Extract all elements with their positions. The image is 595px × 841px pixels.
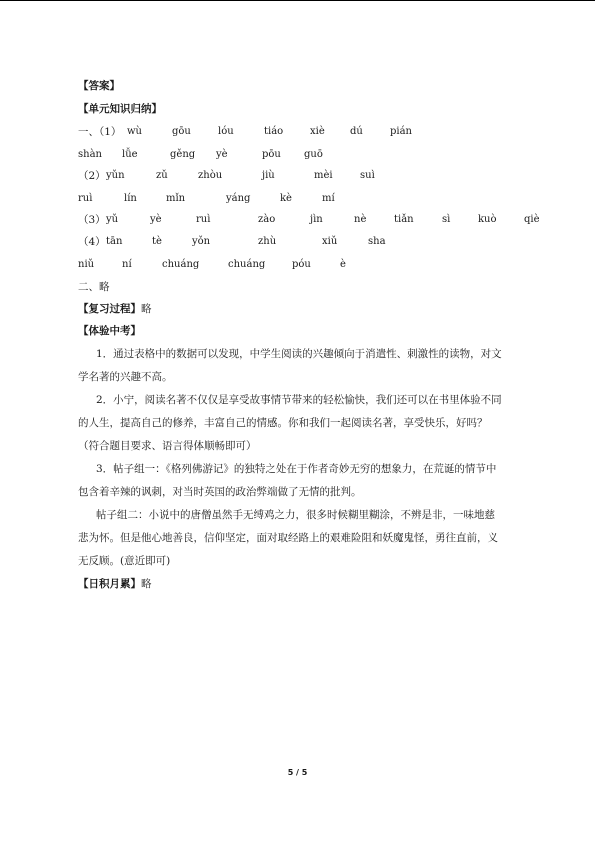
pinyin-item: yè: [150, 214, 162, 225]
pinyin-item: jiù: [262, 170, 275, 181]
part-two-text: 二、略: [78, 281, 110, 293]
pinyin-item: kuò: [478, 214, 497, 225]
pinyin-row6-label: （4）: [78, 236, 106, 248]
pinyin-item: póu: [292, 259, 311, 270]
pinyin-item: yáng: [226, 193, 251, 204]
daily-heading-tail: 略: [141, 578, 152, 590]
exam-q1-line2: 学名著的兴趣不高。: [78, 371, 173, 383]
pinyin-item: mǐn: [166, 193, 186, 204]
pinyin-item: yǔ: [106, 214, 119, 225]
exam-q2-line1: 2．小宁，阅读名著不仅仅是享受故事情节带来的轻松愉快，我们还可以在书里体验不同: [96, 394, 502, 406]
daily-heading: 【日积月累】: [78, 578, 141, 590]
pinyin-item: gěng: [170, 149, 196, 160]
pinyin-item: dú: [350, 126, 363, 137]
pinyin-item: mèi: [314, 170, 333, 181]
pinyin-item: yǒn: [192, 236, 211, 247]
pinyin-item: è: [340, 259, 346, 270]
exam-q2-line3: （符合题目要求、语言得体顺畅即可）: [78, 440, 257, 452]
pinyin-item: xiǔ: [322, 236, 338, 247]
review-heading-tail: 略: [141, 303, 152, 315]
pinyin-item: sì: [442, 214, 451, 225]
pinyin-item: zhù: [258, 236, 277, 247]
pinyin-item: yè: [216, 149, 228, 160]
exam-q3-line2: 包含着辛辣的讽刺，对当时英国的政治弊端做了无情的批判。: [78, 486, 362, 498]
answer-heading: 【答案】: [78, 80, 120, 92]
pinyin-item: tiáo: [264, 126, 284, 137]
pinyin-row5-label: （3）: [78, 214, 106, 226]
pinyin-item: xiè: [310, 126, 325, 137]
pinyin-item: nè: [354, 214, 367, 225]
pinyin-item: lín: [124, 193, 137, 204]
review-heading: 【复习过程】: [78, 303, 141, 315]
pinyin-item: sha: [368, 236, 386, 247]
pinyin-item: lóu: [218, 126, 234, 137]
exam-q3-line1: 3．帖子组一：《格列佛游记》的独特之处在于作者奇妙无穷的想象力，在荒诞的情节中: [96, 463, 497, 475]
exam-q3-line5: 无反顾。(意近即可): [78, 555, 171, 567]
pinyin-item: ní: [122, 259, 132, 270]
exam-q2-line2: 的人生，提高自己的修养，丰富自己的情感。你和我们一起阅读名著，享受快乐，好吗？: [78, 417, 488, 429]
review-heading-line: [78, 302, 152, 316]
exam-q3-line4: 悲为怀。但是他心地善良，信仰坚定，面对取经路上的艰难险阻和妖魔鬼怪，勇往直前，义: [78, 532, 498, 544]
pinyin-item: guō: [304, 149, 323, 160]
pinyin-item: kè: [280, 193, 292, 204]
exam-q1-line1: 1．通过表格中的数据可以发现，中学生阅读的兴趣倾向于消遣性、刺激性的读物，对文: [96, 348, 502, 360]
pinyin-row1-label: 一、（1）: [78, 126, 122, 138]
page-number: 5 / 5: [287, 768, 308, 777]
pinyin-item: tān: [106, 236, 123, 247]
unit-summary-heading: 【单元知识归纳】: [78, 103, 162, 115]
pinyin-item: ruì: [78, 193, 93, 204]
pinyin-item: jìn: [310, 214, 323, 225]
pinyin-item: tiǎn: [394, 214, 414, 225]
pinyin-item: lǚe: [122, 149, 138, 160]
pinyin-item: tè: [152, 236, 162, 247]
pinyin-item: qiè: [524, 214, 540, 225]
daily-heading-line: [78, 577, 152, 591]
exam-heading: 【体验中考】: [78, 325, 141, 337]
pinyin-item: suì: [360, 170, 375, 181]
pinyin-item: yǔn: [106, 170, 125, 181]
pinyin-item: gōu: [172, 126, 191, 137]
pinyin-row3-label: （2）: [78, 170, 106, 182]
exam-q3-line3: 帖子组二：小说中的唐僧虽然手无缚鸡之力，很多时候糊里糊涂，不辨是非，一味地慈: [96, 509, 495, 521]
pinyin-item: mí: [322, 193, 335, 204]
pinyin-item: wù: [127, 126, 142, 137]
pinyin-item: zào: [258, 214, 276, 225]
pinyin-item: pōu: [262, 149, 281, 160]
pinyin-item: ruì: [196, 214, 211, 225]
pinyin-item: shàn: [78, 149, 102, 160]
pinyin-item: pián: [390, 126, 413, 137]
pinyin-item: niǔ: [78, 259, 95, 270]
pinyin-item: zǔ: [156, 170, 168, 181]
pinyin-item: zhòu: [198, 170, 223, 181]
pinyin-item: chuáng: [162, 259, 200, 270]
pinyin-item: chuáng: [228, 259, 266, 270]
